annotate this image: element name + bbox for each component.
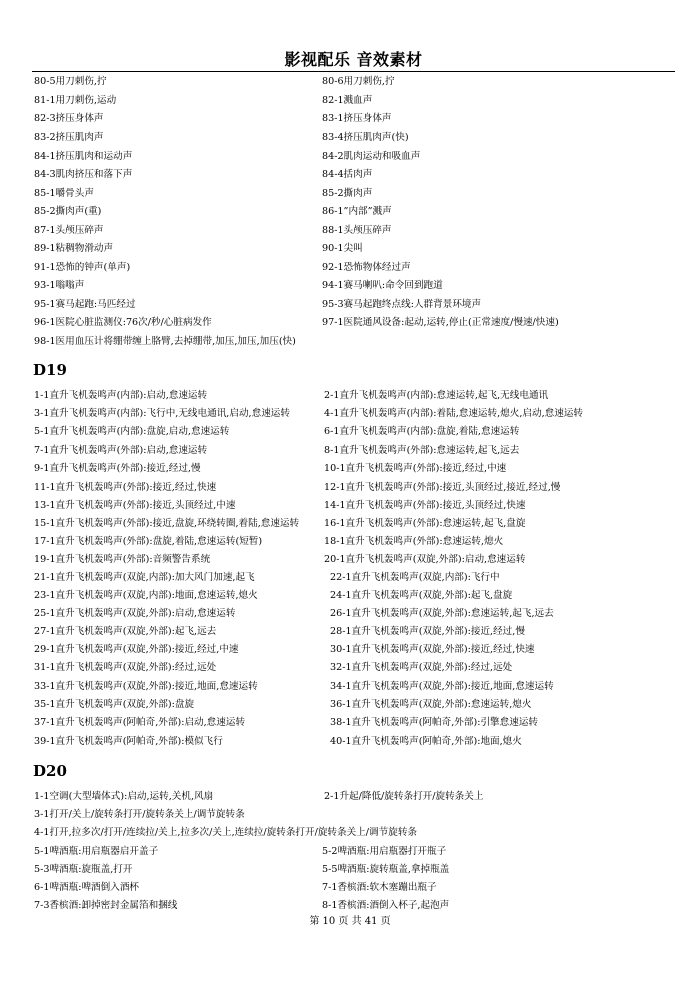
list-item: 97-1医院通风设备:起动,运转,停止(正常速度/慢速/快速) (322, 317, 559, 328)
list-item: 6-1啤酒瓶:啤酒倒入酒杯 (34, 882, 140, 893)
list-row (34, 424, 674, 440)
list-row (34, 74, 674, 90)
list-item: 22-1直升飞机轰鸣声(双旋,内部):飞行中 (330, 572, 500, 583)
list-item: 95-3赛马起跑终点线:人群背景环境声 (322, 299, 482, 310)
list-row (34, 167, 674, 183)
list-item: 4-1打开,拉多次/打开/连续拉/关上,拉多次/关上,连续拉/旋转条打开/旋转条关上/调节旋转条 (34, 827, 418, 838)
list-item: 5-1直升飞机轰鸣声(内部):盘旋,启动,怠速运转 (34, 426, 230, 437)
list-item: 85-2撕肉声(重) (34, 206, 102, 217)
list-row (34, 624, 674, 640)
section-title: D20 (33, 762, 67, 780)
list-row (34, 679, 674, 695)
list-row (34, 260, 674, 276)
list-item: 30-1直升飞机轰鸣声(双旋,外部):接近,经过,快速 (330, 644, 535, 655)
list-row (34, 297, 674, 313)
list-item: 34-1直升飞机轰鸣声(双旋,外部):接近,地面,怠速运转 (330, 681, 554, 692)
list-item: 5-2啤酒瓶:用启瓶器打开瓶子 (322, 846, 447, 857)
list-row (34, 606, 674, 622)
list-item: 17-1直升飞机轰鸣声(外部):盘旋,着陆,怠速运转(短暂) (34, 536, 263, 547)
list-item: 8-1香槟酒:酒倒入杯子,起泡声 (322, 900, 450, 911)
list-item: 26-1直升飞机轰鸣声(双旋,外部):怠速运转,起飞,远去 (330, 608, 554, 619)
list-row (34, 734, 674, 750)
list-row (34, 880, 674, 896)
list-item: 28-1直升飞机轰鸣声(双旋,外部):接近,经过,慢 (330, 626, 525, 637)
list-item: 20-1直升飞机轰鸣声(双旋,外部):启动,怠速运转 (324, 554, 526, 565)
list-row (34, 406, 674, 422)
list-row (34, 898, 674, 914)
list-row (34, 660, 674, 676)
list-item: 84-1挤压肌肉和运动声 (34, 151, 133, 162)
list-row (34, 825, 674, 841)
list-item: 37-1直升飞机轰鸣声(阿帕奇,外部):启动,怠速运转 (34, 717, 246, 728)
list-item: 13-1直升飞机轰鸣声(外部):接近,头顶经过,中速 (34, 500, 236, 511)
list-item: 85-1嚼骨头声 (34, 188, 94, 199)
list-row (34, 111, 674, 127)
list-row (34, 588, 674, 604)
list-row (34, 130, 674, 146)
list-item: 18-1直升飞机轰鸣声(外部):怠速运转,熄火 (324, 536, 504, 547)
list-row (34, 642, 674, 658)
list-item: 9-1直升飞机轰鸣声(外部):接近,经过,慢 (34, 463, 201, 474)
list-item: 5-3啤酒瓶:旋瓶盖,打开 (34, 864, 133, 875)
list-item: 7-3香槟酒:卸掉密封金属箔和捆线 (34, 900, 178, 911)
list-item: 29-1直升飞机轰鸣声(双旋,外部):接近,经过,中速 (34, 644, 239, 655)
list-item: 5-1啤酒瓶:用启瓶器启开盖子 (34, 846, 159, 857)
list-item: 91-1恐怖的钟声(单声) (34, 262, 131, 273)
list-row (34, 516, 674, 532)
list-row (34, 149, 674, 165)
list-item: 5-5啤酒瓶:旋转瓶盖,拿掉瓶盖 (322, 864, 450, 875)
list-row (34, 498, 674, 514)
list-item: 12-1直升飞机轰鸣声(外部):接近,头顶经过,接近,经过,慢 (324, 482, 561, 493)
list-row (34, 334, 674, 350)
list-row (34, 461, 674, 477)
list-item: 90-1尖叫 (322, 243, 363, 254)
list-row (34, 552, 674, 568)
list-row (34, 204, 674, 220)
list-item: 14-1直升飞机轰鸣声(外部):接近,头顶经过,快速 (324, 500, 526, 511)
list-item: 27-1直升飞机轰鸣声(双旋,外部):起飞,远去 (34, 626, 217, 637)
list-item: 87-1头颅压碎声 (34, 225, 104, 236)
list-row (34, 480, 674, 496)
list-item: 36-1直升飞机轰鸣声(双旋,外部):怠速运转,熄火 (330, 699, 532, 710)
list-item: 23-1直升飞机轰鸣声(双旋,内部):地面,怠速运转,熄火 (34, 590, 258, 601)
list-item: 84-2肌肉运动和吸血声 (322, 151, 421, 162)
list-item: 81-1用刀刺伤,运动 (34, 95, 117, 106)
list-item: 93-1嗡嗡声 (34, 280, 85, 291)
list-item: 94-1赛马喇叭:命令回到跑道 (322, 280, 443, 291)
list-item: 35-1直升飞机轰鸣声(双旋,外部):盘旋 (34, 699, 195, 710)
list-item: 80-5用刀刺伤,拧 (34, 76, 107, 87)
list-item: 84-3肌肉挤压和落下声 (34, 169, 133, 180)
list-row (34, 388, 674, 404)
list-row (34, 715, 674, 731)
list-item: 31-1直升飞机轰鸣声(双旋,外部):经过,远处 (34, 662, 217, 673)
list-item: 2-1直升飞机轰鸣声(内部):怠速运转,起飞,无线电通讯 (324, 390, 549, 401)
list-item: 83-1挤压身体声 (322, 113, 392, 124)
list-item: 84-4括肉声 (322, 169, 373, 180)
list-row (34, 697, 674, 713)
list-item: 88-1头颅压碎声 (322, 225, 392, 236)
list-item: 7-1直升飞机轰鸣声(外部):启动,怠速运转 (34, 445, 208, 456)
list-row (34, 807, 674, 823)
list-row (34, 534, 674, 550)
list-item: 6-1直升飞机轰鸣声(内部):盘旋,着陆,怠速运转 (324, 426, 520, 437)
list-item: 95-1赛马起跑:马匹经过 (34, 299, 136, 310)
list-item: 40-1直升飞机轰鸣声(阿帕奇,外部):地面,熄火 (330, 736, 522, 747)
page-header (32, 50, 675, 72)
page-number: 第 10 页 共 41 页 (309, 916, 391, 927)
list-item: 25-1直升飞机轰鸣声(双旋,外部):启动,怠速运转 (34, 608, 236, 619)
list-item: 96-1医院心脏监测仪:76次/秒/心脏病发作 (34, 317, 212, 328)
list-item: 24-1直升飞机轰鸣声(双旋,外部):起飞,盘旋 (330, 590, 513, 601)
list-item: 85-2撕肉声 (322, 188, 373, 199)
list-row (34, 315, 674, 331)
list-row (34, 241, 674, 257)
list-item: 21-1直升飞机轰鸣声(双旋,内部):加大风门加速,起飞 (34, 572, 255, 583)
list-item: 15-1直升飞机轰鸣声(外部):接近,盘旋,环绕转圈,着陆,怠速运转 (34, 518, 300, 529)
list-item: 8-1直升飞机轰鸣声(外部):怠速运转,起飞,远去 (324, 445, 520, 456)
list-row (34, 186, 674, 202)
list-item: 83-4挤压肌肉声(快) (322, 132, 409, 143)
list-item: 3-1直升飞机轰鸣声(内部):飞行中,无线电通讯,启动,怠速运转 (34, 408, 290, 419)
list-item: 3-1打开/关上/旋转条打开/旋转条关上/调节旋转条 (34, 809, 245, 820)
list-row (34, 570, 674, 586)
list-item: 10-1直升飞机轰鸣声(外部):接近,经过,中速 (324, 463, 507, 474)
list-item: 86-1”内部”溅声 (322, 206, 392, 217)
header-title: 影视配乐 音效素材 (284, 50, 423, 69)
list-item: 80-6用刀刺伤,拧 (322, 76, 395, 87)
list-row (34, 223, 674, 239)
list-item: 19-1直升飞机轰鸣声(外部):音频警告系统 (34, 554, 211, 565)
list-item: 82-3挤压身体声 (34, 113, 104, 124)
list-item: 32-1直升飞机轰鸣声(双旋,外部):经过,远处 (330, 662, 513, 673)
list-item: 92-1恐怖物体经过声 (322, 262, 411, 273)
list-item: 11-1直升飞机轰鸣声(外部):接近,经过,快速 (34, 482, 217, 493)
list-item: 1-1空调(大型墙体式):启动,运转,关机,风扇 (34, 791, 214, 802)
list-row (34, 93, 674, 109)
list-row (34, 862, 674, 878)
list-item: 38-1直升飞机轰鸣声(阿帕奇,外部):引擎怠速运转 (330, 717, 539, 728)
header-rule (32, 71, 675, 72)
list-item: 4-1直升飞机轰鸣声(内部):着陆,怠速运转,熄火,启动,怠速运转 (324, 408, 584, 419)
list-item: 2-1升起/降低/旋转条打开/旋转条关上 (324, 791, 484, 802)
list-item: 16-1直升飞机轰鸣声(外部):怠速运转,起飞,盘旋 (324, 518, 526, 529)
list-row (34, 443, 674, 459)
list-item: 89-1粘稠物滑动声 (34, 243, 114, 254)
list-row (34, 278, 674, 294)
list-item: 98-1医用血压计将绷带缠上胳臂,去掉绷带,加压,加压,加压(快) (34, 336, 296, 347)
list-row (34, 844, 674, 860)
list-item: 7-1香槟酒:软木塞蹦出瓶子 (322, 882, 437, 893)
list-item: 1-1直升飞机轰鸣声(内部):启动,怠速运转 (34, 390, 208, 401)
list-item: 33-1直升飞机轰鸣声(双旋,外部):接近,地面,怠速运转 (34, 681, 258, 692)
list-item: 82-1溅血声 (322, 95, 373, 106)
list-item: 83-2挤压肌肉声 (34, 132, 104, 143)
list-row (34, 789, 674, 805)
section-title: D19 (33, 361, 67, 379)
list-item: 39-1直升飞机轰鸣声(阿帕奇,外部):模似飞行 (34, 736, 223, 747)
